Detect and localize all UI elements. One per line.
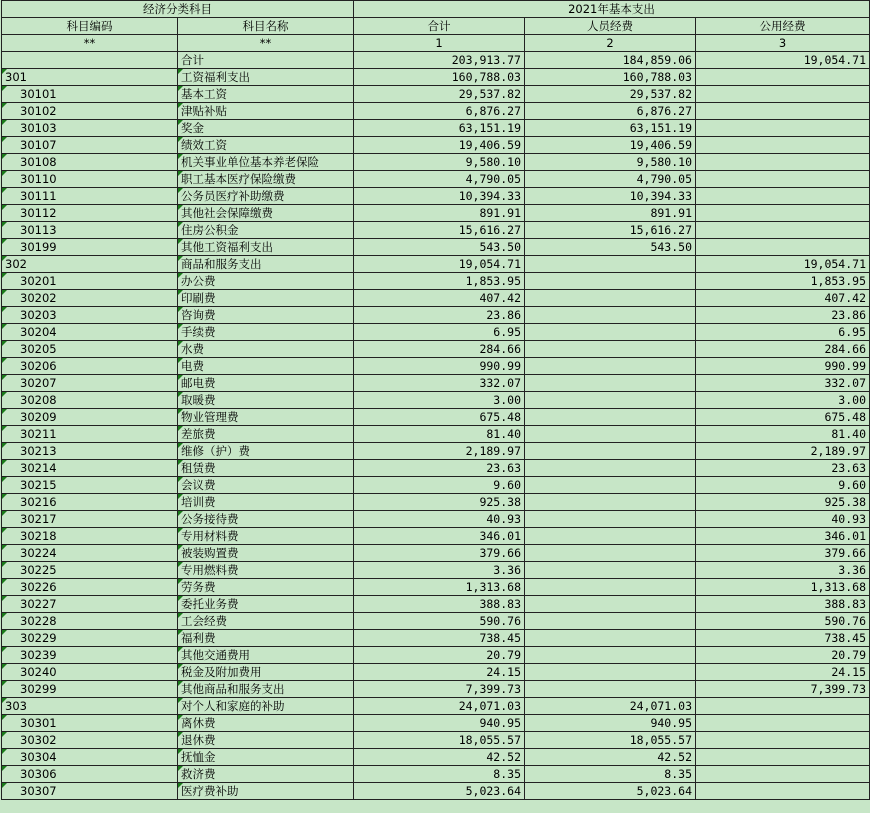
public-cell[interactable]: 9.60 (696, 477, 870, 494)
header-group-row (2, 1, 870, 18)
personnel-cell[interactable]: 19,406.59 (525, 137, 696, 154)
table-row (2, 749, 870, 766)
code-cell[interactable]: 30201 (2, 273, 178, 290)
personnel-cell[interactable] (525, 341, 696, 358)
header-name[interactable]: 科目名称 (178, 18, 354, 35)
total-cell[interactable]: 891.91 (354, 205, 525, 222)
total-cell[interactable]: 346.01 (354, 528, 525, 545)
public-cell[interactable]: 20.79 (696, 647, 870, 664)
name-cell[interactable]: 培训费 (178, 494, 354, 511)
personnel-cell[interactable]: 940.95 (525, 715, 696, 732)
total-cell[interactable]: 203,913.77 (354, 52, 525, 69)
personnel-cell[interactable]: 6,876.27 (525, 103, 696, 120)
table-row (2, 120, 870, 137)
public-cell[interactable]: 3.00 (696, 392, 870, 409)
table-row (2, 171, 870, 188)
name-cell[interactable]: 住房公积金 (178, 222, 354, 239)
table-row (2, 511, 870, 528)
code-cell[interactable]: 30302 (2, 732, 178, 749)
name-cell[interactable]: 物业管理费 (178, 409, 354, 426)
code-cell[interactable]: 30213 (2, 443, 178, 460)
name-cell[interactable]: 会议费 (178, 477, 354, 494)
name-cell[interactable]: 工资福利支出 (178, 69, 354, 86)
public-cell[interactable]: 1,853.95 (696, 273, 870, 290)
personnel-cell[interactable]: 15,616.27 (525, 222, 696, 239)
table-row (2, 137, 870, 154)
total-cell[interactable]: 3.00 (354, 392, 525, 409)
public-cell[interactable]: 332.07 (696, 375, 870, 392)
total-cell[interactable]: 284.66 (354, 341, 525, 358)
personnel-cell[interactable]: 4,790.05 (525, 171, 696, 188)
name-cell[interactable]: 基本工资 (178, 86, 354, 103)
name-cell[interactable]: 合计 (178, 52, 354, 69)
table-row (2, 86, 870, 103)
total-cell[interactable]: 6.95 (354, 324, 525, 341)
personnel-cell[interactable] (525, 664, 696, 681)
name-cell[interactable]: 差旅费 (178, 426, 354, 443)
personnel-cell[interactable] (525, 392, 696, 409)
personnel-cell[interactable]: 160,788.03 (525, 69, 696, 86)
table-row (2, 460, 870, 477)
personnel-cell[interactable]: 29,537.82 (525, 86, 696, 103)
personnel-cell[interactable]: 543.50 (525, 239, 696, 256)
personnel-cell[interactable] (525, 358, 696, 375)
name-cell[interactable]: 其他交通费用 (178, 647, 354, 664)
public-cell[interactable]: 7,399.73 (696, 681, 870, 698)
public-cell[interactable] (696, 749, 870, 766)
public-cell[interactable] (696, 137, 870, 154)
personnel-cell[interactable] (525, 443, 696, 460)
code-cell[interactable]: 30307 (2, 783, 178, 800)
personnel-cell[interactable] (525, 409, 696, 426)
table-row (2, 409, 870, 426)
code-cell[interactable]: 30107 (2, 137, 178, 154)
total-cell[interactable]: 675.48 (354, 409, 525, 426)
public-cell[interactable]: 3.36 (696, 562, 870, 579)
code-cell[interactable]: 30113 (2, 222, 178, 239)
code-cell[interactable]: 30202 (2, 290, 178, 307)
code-cell[interactable]: 30203 (2, 307, 178, 324)
table-row (2, 358, 870, 375)
code-cell[interactable]: 30304 (2, 749, 178, 766)
name-cell[interactable]: 委托业务费 (178, 596, 354, 613)
public-cell[interactable]: 590.76 (696, 613, 870, 630)
total-cell[interactable]: 4,790.05 (354, 171, 525, 188)
table-row (2, 222, 870, 239)
public-cell[interactable]: 284.66 (696, 341, 870, 358)
index-personnel[interactable]: 2 (525, 35, 696, 52)
name-cell[interactable]: 邮电费 (178, 375, 354, 392)
total-cell[interactable]: 23.86 (354, 307, 525, 324)
name-cell[interactable]: 税金及附加费用 (178, 664, 354, 681)
table-row (2, 681, 870, 698)
public-cell[interactable]: 19,054.71 (696, 52, 870, 69)
table-row (2, 494, 870, 511)
public-cell[interactable] (696, 103, 870, 120)
index-total[interactable]: 1 (354, 35, 525, 52)
table-row (2, 69, 870, 86)
table-row (2, 188, 870, 205)
total-cell[interactable]: 23.63 (354, 460, 525, 477)
personnel-cell[interactable]: 63,151.19 (525, 120, 696, 137)
name-cell[interactable]: 电费 (178, 358, 354, 375)
code-cell[interactable]: 30306 (2, 766, 178, 783)
code-cell[interactable]: 30214 (2, 460, 178, 477)
index-public[interactable]: 3 (696, 35, 870, 52)
code-cell[interactable]: 30206 (2, 358, 178, 375)
total-cell[interactable]: 5,023.64 (354, 783, 525, 800)
personnel-cell[interactable] (525, 511, 696, 528)
name-cell[interactable]: 专用材料费 (178, 528, 354, 545)
public-cell[interactable]: 407.42 (696, 290, 870, 307)
header-public[interactable]: 公用经费 (696, 18, 870, 35)
personnel-cell[interactable] (525, 562, 696, 579)
name-cell[interactable]: 公务员医疗补助缴费 (178, 188, 354, 205)
index-code[interactable]: ** (2, 35, 178, 52)
name-cell[interactable]: 奖金 (178, 120, 354, 137)
code-cell[interactable]: 303 (2, 698, 178, 715)
personnel-cell[interactable] (525, 528, 696, 545)
name-cell[interactable]: 医疗费补助 (178, 783, 354, 800)
personnel-cell[interactable] (525, 307, 696, 324)
public-cell[interactable] (696, 86, 870, 103)
code-cell[interactable]: 30217 (2, 511, 178, 528)
code-cell[interactable]: 30226 (2, 579, 178, 596)
total-cell[interactable]: 3.36 (354, 562, 525, 579)
public-cell[interactable] (696, 154, 870, 171)
total-cell[interactable]: 63,151.19 (354, 120, 525, 137)
table-row (2, 528, 870, 545)
personnel-cell[interactable] (525, 460, 696, 477)
personnel-cell[interactable] (525, 579, 696, 596)
total-cell[interactable]: 6,876.27 (354, 103, 525, 120)
header-personnel[interactable]: 人员经费 (525, 18, 696, 35)
code-cell[interactable]: 30204 (2, 324, 178, 341)
personnel-cell[interactable]: 42.52 (525, 749, 696, 766)
name-cell[interactable]: 抚恤金 (178, 749, 354, 766)
code-cell[interactable]: 30108 (2, 154, 178, 171)
personnel-cell[interactable] (525, 477, 696, 494)
name-cell[interactable]: 租赁费 (178, 460, 354, 477)
header-code[interactable]: 科目编码 (2, 18, 178, 35)
table-row (2, 766, 870, 783)
personnel-cell[interactable]: 24,071.03 (525, 698, 696, 715)
personnel-cell[interactable] (525, 545, 696, 562)
code-cell[interactable]: 30227 (2, 596, 178, 613)
name-cell[interactable]: 其他社会保障缴费 (178, 205, 354, 222)
name-cell[interactable]: 商品和服务支出 (178, 256, 354, 273)
public-cell[interactable]: 379.66 (696, 545, 870, 562)
public-cell[interactable]: 81.40 (696, 426, 870, 443)
personnel-cell[interactable]: 184,859.06 (525, 52, 696, 69)
public-cell[interactable] (696, 239, 870, 256)
total-cell[interactable]: 42.52 (354, 749, 525, 766)
total-cell[interactable]: 1,853.95 (354, 273, 525, 290)
name-cell[interactable]: 手续费 (178, 324, 354, 341)
personnel-cell[interactable]: 18,055.57 (525, 732, 696, 749)
header-economic-category[interactable]: 经济分类科目 (2, 1, 354, 18)
total-cell[interactable]: 990.99 (354, 358, 525, 375)
total-cell[interactable]: 738.45 (354, 630, 525, 647)
personnel-cell[interactable]: 891.91 (525, 205, 696, 222)
code-cell[interactable] (2, 52, 178, 69)
table-row (2, 715, 870, 732)
table-row (2, 273, 870, 290)
table-row (2, 103, 870, 120)
personnel-cell[interactable] (525, 273, 696, 290)
name-cell[interactable]: 机关事业单位基本养老保险 (178, 154, 354, 171)
name-cell[interactable]: 维修（护）费 (178, 443, 354, 460)
public-cell[interactable] (696, 783, 870, 800)
total-cell[interactable]: 2,189.97 (354, 443, 525, 460)
personnel-cell[interactable]: 8.35 (525, 766, 696, 783)
table-row (2, 664, 870, 681)
code-cell[interactable]: 30207 (2, 375, 178, 392)
table-row (2, 647, 870, 664)
total-cell[interactable]: 160,788.03 (354, 69, 525, 86)
code-cell[interactable]: 30225 (2, 562, 178, 579)
table-row (2, 783, 870, 800)
total-cell[interactable]: 15,616.27 (354, 222, 525, 239)
personnel-cell[interactable] (525, 324, 696, 341)
name-cell[interactable]: 公务接待费 (178, 511, 354, 528)
table-row (2, 562, 870, 579)
code-cell[interactable]: 30102 (2, 103, 178, 120)
code-cell[interactable]: 30103 (2, 120, 178, 137)
personnel-cell[interactable]: 10,394.33 (525, 188, 696, 205)
total-cell[interactable]: 543.50 (354, 239, 525, 256)
table-row (2, 426, 870, 443)
code-cell[interactable]: 30239 (2, 647, 178, 664)
table-row (2, 477, 870, 494)
public-cell[interactable] (696, 120, 870, 137)
public-cell[interactable]: 19,054.71 (696, 256, 870, 273)
code-cell[interactable]: 30209 (2, 409, 178, 426)
table-row (2, 698, 870, 715)
public-cell[interactable] (696, 69, 870, 86)
total-cell[interactable]: 19,406.59 (354, 137, 525, 154)
table-row (2, 205, 870, 222)
table-row (2, 392, 870, 409)
public-cell[interactable]: 6.95 (696, 324, 870, 341)
code-cell[interactable]: 30112 (2, 205, 178, 222)
public-cell[interactable]: 388.83 (696, 596, 870, 613)
public-cell[interactable]: 23.86 (696, 307, 870, 324)
total-cell[interactable]: 1,313.68 (354, 579, 525, 596)
public-cell[interactable]: 346.01 (696, 528, 870, 545)
name-cell[interactable]: 绩效工资 (178, 137, 354, 154)
code-cell[interactable]: 30110 (2, 171, 178, 188)
public-cell[interactable] (696, 222, 870, 239)
public-cell[interactable]: 2,189.97 (696, 443, 870, 460)
table-row (2, 375, 870, 392)
code-cell[interactable]: 301 (2, 69, 178, 86)
table-row (2, 239, 870, 256)
public-cell[interactable] (696, 171, 870, 188)
name-cell[interactable]: 退休费 (178, 732, 354, 749)
public-cell[interactable]: 675.48 (696, 409, 870, 426)
table-row (2, 732, 870, 749)
code-cell[interactable]: 30216 (2, 494, 178, 511)
code-cell[interactable]: 30229 (2, 630, 178, 647)
header-basic-expenditure[interactable]: 2021年基本支出 (354, 1, 870, 18)
header-total[interactable]: 合计 (354, 18, 525, 35)
table-row (2, 341, 870, 358)
personnel-cell[interactable] (525, 426, 696, 443)
public-cell[interactable]: 24.15 (696, 664, 870, 681)
total-cell[interactable]: 940.95 (354, 715, 525, 732)
personnel-cell[interactable] (525, 613, 696, 630)
public-cell[interactable] (696, 732, 870, 749)
personnel-cell[interactable] (525, 681, 696, 698)
name-cell[interactable]: 咨询费 (178, 307, 354, 324)
total-cell[interactable]: 81.40 (354, 426, 525, 443)
name-cell[interactable]: 职工基本医疗保险缴费 (178, 171, 354, 188)
public-cell[interactable] (696, 715, 870, 732)
total-cell[interactable]: 9,580.10 (354, 154, 525, 171)
total-cell[interactable]: 7,399.73 (354, 681, 525, 698)
name-cell[interactable]: 福利费 (178, 630, 354, 647)
total-cell[interactable]: 19,054.71 (354, 256, 525, 273)
public-cell[interactable]: 738.45 (696, 630, 870, 647)
name-cell[interactable]: 救济费 (178, 766, 354, 783)
public-cell[interactable] (696, 766, 870, 783)
name-cell[interactable]: 被装购置费 (178, 545, 354, 562)
name-cell[interactable]: 津贴补贴 (178, 103, 354, 120)
table-row (2, 579, 870, 596)
name-cell[interactable]: 水费 (178, 341, 354, 358)
code-cell[interactable]: 30240 (2, 664, 178, 681)
personnel-cell[interactable] (525, 596, 696, 613)
name-cell[interactable]: 其他商品和服务支出 (178, 681, 354, 698)
total-cell[interactable]: 10,394.33 (354, 188, 525, 205)
public-cell[interactable] (696, 188, 870, 205)
name-cell[interactable]: 离休费 (178, 715, 354, 732)
public-cell[interactable] (696, 205, 870, 222)
name-cell[interactable]: 专用燃料费 (178, 562, 354, 579)
total-cell[interactable]: 40.93 (354, 511, 525, 528)
personnel-cell[interactable] (525, 647, 696, 664)
name-cell[interactable]: 劳务费 (178, 579, 354, 596)
total-cell[interactable]: 407.42 (354, 290, 525, 307)
code-cell[interactable]: 30211 (2, 426, 178, 443)
personnel-cell[interactable] (525, 256, 696, 273)
name-cell[interactable]: 对个人和家庭的补助 (178, 698, 354, 715)
public-cell[interactable]: 23.63 (696, 460, 870, 477)
code-cell[interactable]: 30224 (2, 545, 178, 562)
table-row (2, 545, 870, 562)
code-cell[interactable]: 30299 (2, 681, 178, 698)
table-row (2, 596, 870, 613)
table-row (2, 52, 870, 69)
index-name[interactable]: ** (178, 35, 354, 52)
name-cell[interactable]: 印刷费 (178, 290, 354, 307)
total-cell[interactable]: 24.15 (354, 664, 525, 681)
name-cell[interactable]: 工会经费 (178, 613, 354, 630)
table-row (2, 630, 870, 647)
code-cell[interactable]: 302 (2, 256, 178, 273)
total-cell[interactable]: 9.60 (354, 477, 525, 494)
code-cell[interactable]: 30101 (2, 86, 178, 103)
total-cell[interactable]: 18,055.57 (354, 732, 525, 749)
table-row (2, 290, 870, 307)
table-row (2, 307, 870, 324)
public-cell[interactable]: 990.99 (696, 358, 870, 375)
table-row (2, 154, 870, 171)
header-index-row (2, 35, 870, 52)
code-cell[interactable]: 30228 (2, 613, 178, 630)
code-cell[interactable]: 30208 (2, 392, 178, 409)
public-cell[interactable]: 1,313.68 (696, 579, 870, 596)
public-cell[interactable]: 40.93 (696, 511, 870, 528)
code-cell[interactable]: 30301 (2, 715, 178, 732)
personnel-cell[interactable] (525, 494, 696, 511)
code-cell[interactable]: 30199 (2, 239, 178, 256)
total-cell[interactable]: 20.79 (354, 647, 525, 664)
name-cell[interactable]: 办公费 (178, 273, 354, 290)
public-cell[interactable] (696, 698, 870, 715)
public-cell[interactable]: 925.38 (696, 494, 870, 511)
personnel-cell[interactable] (525, 375, 696, 392)
budget-table (1, 0, 870, 800)
total-cell[interactable]: 8.35 (354, 766, 525, 783)
code-cell[interactable]: 30215 (2, 477, 178, 494)
personnel-cell[interactable] (525, 290, 696, 307)
header-column-row (2, 18, 870, 35)
table-row (2, 324, 870, 341)
total-cell[interactable]: 29,537.82 (354, 86, 525, 103)
total-cell[interactable]: 925.38 (354, 494, 525, 511)
personnel-cell[interactable] (525, 630, 696, 647)
code-cell[interactable]: 30111 (2, 188, 178, 205)
personnel-cell[interactable]: 9,580.10 (525, 154, 696, 171)
personnel-cell[interactable]: 5,023.64 (525, 783, 696, 800)
total-cell[interactable]: 379.66 (354, 545, 525, 562)
code-cell[interactable]: 30218 (2, 528, 178, 545)
total-cell[interactable]: 332.07 (354, 375, 525, 392)
total-cell[interactable]: 388.83 (354, 596, 525, 613)
code-cell[interactable]: 30205 (2, 341, 178, 358)
total-cell[interactable]: 590.76 (354, 613, 525, 630)
name-cell[interactable]: 取暖费 (178, 392, 354, 409)
name-cell[interactable]: 其他工资福利支出 (178, 239, 354, 256)
table-row (2, 613, 870, 630)
table-row (2, 443, 870, 460)
table-row (2, 256, 870, 273)
total-cell[interactable]: 24,071.03 (354, 698, 525, 715)
